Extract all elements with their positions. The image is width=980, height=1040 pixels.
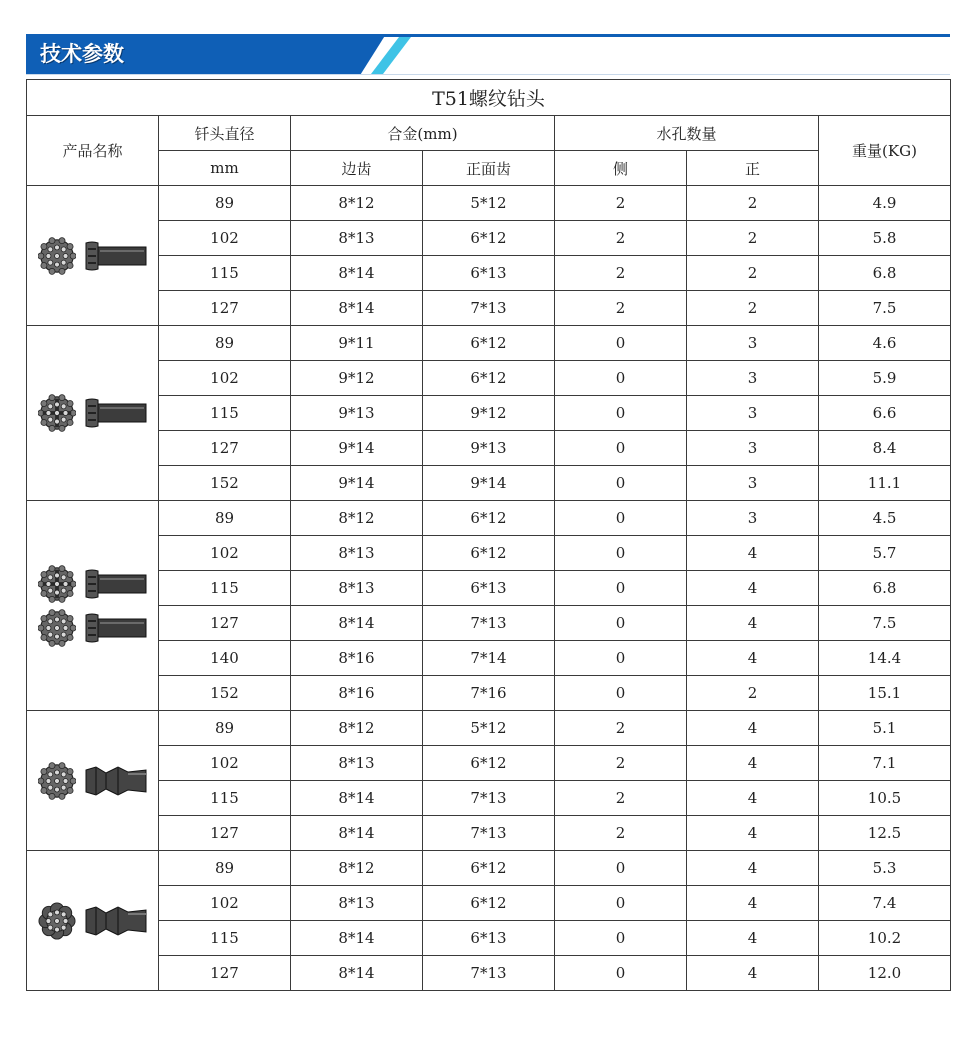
table-row [27,851,951,886]
cell-water-side: 0 [555,326,687,361]
cell-alloy-front: 6*12 [423,536,555,571]
cell-water-front: 4 [687,606,819,641]
cell-water-side: 0 [555,396,687,431]
header-bit-diameter-unit: mm [159,151,291,186]
cell-alloy-side: 8*13 [291,571,423,606]
table-row [27,291,951,326]
cell-water-front: 2 [687,186,819,221]
cell-water-front: 4 [687,956,819,991]
cell-diameter: 89 [159,501,291,536]
cell-weight: 5.8 [819,221,951,256]
table-row [27,186,951,221]
table-row [27,571,951,606]
cell-diameter: 102 [159,361,291,396]
cell-alloy-side: 8*14 [291,921,423,956]
cell-diameter: 115 [159,571,291,606]
cell-alloy-side: 8*14 [291,291,423,326]
cell-alloy-side: 8*12 [291,711,423,746]
cell-weight: 7.5 [819,291,951,326]
cell-weight: 5.7 [819,536,951,571]
product-image-cell [27,851,159,991]
cell-weight: 5.3 [819,851,951,886]
table-row [27,536,951,571]
cell-alloy-side: 8*14 [291,816,423,851]
cell-water-side: 0 [555,641,687,676]
cell-alloy-side: 8*14 [291,606,423,641]
cell-water-front: 2 [687,676,819,711]
bit-face-icon [38,762,76,800]
cell-water-side: 2 [555,816,687,851]
cell-alloy-side: 9*12 [291,361,423,396]
bit-face-icon [38,565,76,603]
retrac-button-bit-flower-icon [27,902,158,940]
table-row [27,921,951,956]
cell-diameter: 127 [159,956,291,991]
cell-water-side: 0 [555,851,687,886]
cell-diameter: 115 [159,781,291,816]
cell-water-side: 2 [555,221,687,256]
spec-table [26,79,951,991]
table-caption: T51螺纹钻头 [27,80,951,116]
cell-diameter: 102 [159,746,291,781]
cell-alloy-side: 8*12 [291,501,423,536]
bit-side-icon [84,764,148,798]
cell-water-side: 0 [555,956,687,991]
cell-alloy-front: 6*12 [423,221,555,256]
cell-diameter: 115 [159,396,291,431]
bit-face-icon [38,609,76,647]
cell-alloy-side: 8*13 [291,536,423,571]
cell-water-front: 2 [687,291,819,326]
table-row [27,746,951,781]
cell-alloy-side: 8*13 [291,221,423,256]
cell-weight: 10.2 [819,921,951,956]
table-row [27,886,951,921]
cell-water-side: 2 [555,256,687,291]
cell-water-side: 0 [555,361,687,396]
cell-alloy-front: 6*12 [423,501,555,536]
cell-alloy-front: 6*12 [423,851,555,886]
cell-water-front: 4 [687,536,819,571]
cell-alloy-front: 9*14 [423,466,555,501]
cell-water-front: 4 [687,746,819,781]
cell-diameter: 127 [159,816,291,851]
cell-water-front: 4 [687,816,819,851]
cell-diameter: 152 [159,466,291,501]
cell-weight: 14.4 [819,641,951,676]
cell-weight: 6.8 [819,571,951,606]
cell-alloy-side: 9*14 [291,466,423,501]
cell-alloy-side: 8*12 [291,186,423,221]
cell-water-front: 3 [687,361,819,396]
cell-weight: 4.6 [819,326,951,361]
cell-weight: 4.5 [819,501,951,536]
cell-alloy-front: 9*12 [423,396,555,431]
bit-face-icon [38,902,76,940]
cell-alloy-side: 8*12 [291,851,423,886]
header-product-name: 产品名称 [27,116,159,186]
cell-weight: 15.1 [819,676,951,711]
table-row [27,606,951,641]
bit-face-icon [38,237,76,275]
header-water-holes: 水孔数量 [555,116,819,151]
bit-image-pair [38,237,148,275]
cell-alloy-front: 7*13 [423,291,555,326]
header-alloy-front: 正面齿 [423,151,555,186]
header-weight: 重量(KG) [819,116,951,186]
cell-water-front: 4 [687,641,819,676]
cell-weight: 6.8 [819,256,951,291]
product-image-cell [27,501,159,711]
table-row [27,396,951,431]
cell-water-side: 2 [555,711,687,746]
table-row [27,641,951,676]
table-row [27,221,951,256]
table-row [27,781,951,816]
cell-water-side: 0 [555,606,687,641]
cell-water-front: 3 [687,501,819,536]
cell-water-side: 0 [555,676,687,711]
bit-image-pair [38,394,148,432]
cell-water-front: 4 [687,781,819,816]
cell-weight: 7.1 [819,746,951,781]
cell-water-front: 2 [687,256,819,291]
bit-face-icon [38,394,76,432]
cell-alloy-front: 7*16 [423,676,555,711]
cell-diameter: 89 [159,326,291,361]
cell-alloy-front: 9*13 [423,431,555,466]
cell-weight: 7.5 [819,606,951,641]
cell-water-front: 3 [687,326,819,361]
cell-weight: 7.4 [819,886,951,921]
cell-diameter: 152 [159,676,291,711]
cell-diameter: 115 [159,256,291,291]
cell-water-side: 0 [555,921,687,956]
cell-alloy-side: 9*13 [291,396,423,431]
cell-water-front: 3 [687,431,819,466]
bit-side-icon [84,611,148,645]
cell-alloy-front: 5*12 [423,711,555,746]
button-bit-cross-face-icon [27,394,158,432]
cell-water-side: 0 [555,501,687,536]
bit-image-pair [38,762,148,800]
cell-weight: 11.1 [819,466,951,501]
bit-side-icon [84,396,148,430]
table-row [27,956,951,991]
bit-image-pair [38,902,148,940]
cell-alloy-front: 7*13 [423,606,555,641]
section-title: 技术参数 [40,42,124,66]
table-row [27,466,951,501]
banner-underline [26,74,950,75]
table-row [27,711,951,746]
cell-alloy-front: 6*12 [423,886,555,921]
section-banner [26,34,950,76]
cell-alloy-side: 9*14 [291,431,423,466]
cell-water-side: 0 [555,431,687,466]
cell-alloy-front: 5*12 [423,186,555,221]
cell-water-front: 4 [687,851,819,886]
cell-diameter: 102 [159,221,291,256]
cell-diameter: 127 [159,431,291,466]
table-row [27,326,951,361]
header-water-side: 侧 [555,151,687,186]
cell-alloy-side: 8*13 [291,886,423,921]
cell-diameter: 89 [159,186,291,221]
cell-water-front: 4 [687,711,819,746]
table-row [27,816,951,851]
cell-alloy-front: 7*13 [423,781,555,816]
cell-water-side: 0 [555,571,687,606]
cell-water-side: 2 [555,291,687,326]
bit-side-icon [84,239,148,273]
bit-side-icon [84,567,148,601]
button-bit-round-face-icon [27,237,158,275]
cell-weight: 5.9 [819,361,951,396]
cell-weight: 8.4 [819,431,951,466]
cell-diameter: 127 [159,291,291,326]
cell-weight: 4.9 [819,186,951,221]
cell-water-side: 0 [555,536,687,571]
cell-alloy-side: 9*11 [291,326,423,361]
cell-water-front: 4 [687,886,819,921]
cell-alloy-front: 6*12 [423,746,555,781]
table-row [27,361,951,396]
header-alloy-side: 边齿 [291,151,423,186]
cell-alloy-side: 8*14 [291,781,423,816]
bit-image-pair [38,609,148,647]
cell-alloy-front: 7*14 [423,641,555,676]
cell-alloy-front: 6*12 [423,326,555,361]
cell-water-front: 4 [687,921,819,956]
table-row [27,256,951,291]
cell-diameter: 140 [159,641,291,676]
table-row [27,431,951,466]
cell-weight: 6.6 [819,396,951,431]
spec-table-body [27,186,951,991]
bit-image-pair [38,565,148,603]
cell-water-side: 2 [555,186,687,221]
cell-diameter: 102 [159,886,291,921]
product-image-cell [27,186,159,326]
cell-water-front: 3 [687,396,819,431]
cell-alloy-front: 6*13 [423,571,555,606]
cell-water-side: 2 [555,781,687,816]
cell-alloy-front: 6*13 [423,921,555,956]
header-alloy: 合金(mm) [291,116,555,151]
cell-alloy-front: 7*13 [423,816,555,851]
cell-water-front: 4 [687,571,819,606]
cell-alloy-front: 6*12 [423,361,555,396]
cell-diameter: 115 [159,921,291,956]
cell-alloy-front: 7*13 [423,956,555,991]
cell-diameter: 89 [159,711,291,746]
header-bit-diameter: 钎头直径 [159,116,291,151]
header-water-front: 正 [687,151,819,186]
cell-water-side: 2 [555,746,687,781]
cell-alloy-side: 8*16 [291,641,423,676]
cell-alloy-side: 8*16 [291,676,423,711]
bit-side-icon [84,904,148,938]
product-image-cell [27,326,159,501]
table-row [27,676,951,711]
product-image-cell [27,711,159,851]
cell-alloy-side: 8*13 [291,746,423,781]
table-row [27,501,951,536]
retrac-button-bit-round-icon [27,762,158,800]
button-bit-dual-variant-icon [27,565,158,647]
cell-water-side: 0 [555,886,687,921]
cell-alloy-front: 6*13 [423,256,555,291]
cell-diameter: 127 [159,606,291,641]
cell-diameter: 89 [159,851,291,886]
cell-weight: 10.5 [819,781,951,816]
cell-water-front: 2 [687,221,819,256]
cell-weight: 12.0 [819,956,951,991]
cell-diameter: 102 [159,536,291,571]
cell-water-front: 3 [687,466,819,501]
cell-weight: 12.5 [819,816,951,851]
cell-alloy-side: 8*14 [291,256,423,291]
cell-alloy-side: 8*14 [291,956,423,991]
cell-weight: 5.1 [819,711,951,746]
cell-water-side: 0 [555,466,687,501]
